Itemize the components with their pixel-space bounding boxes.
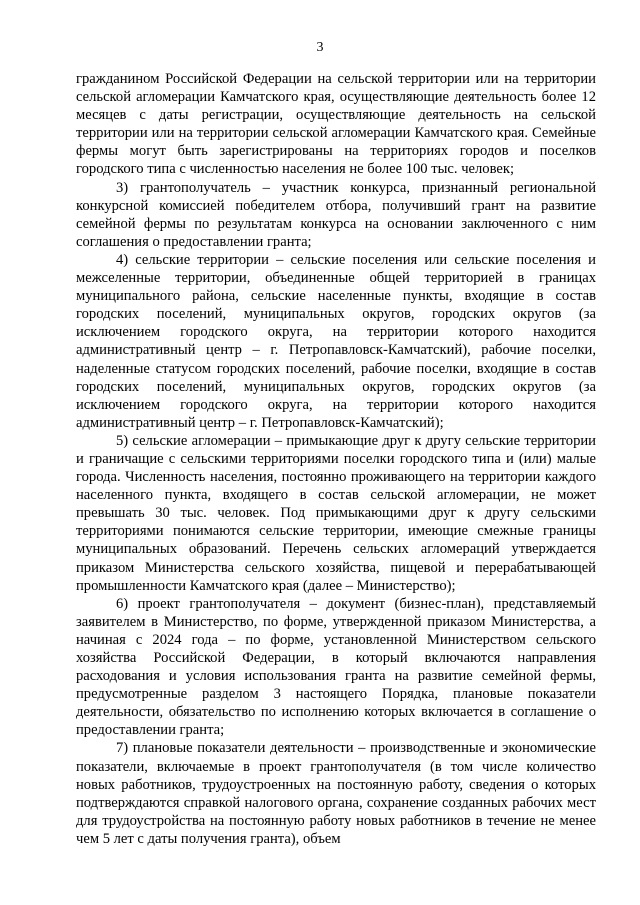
page-number: 3 — [316, 40, 324, 55]
paragraph-continuation: гражданином Российской Федерации на сельской территории или на территории сельской агломерации Камчатского края, осуществляющие деятельность более 12 месяцев с даты регистрации, осуществляющие деятельность на сельской территории или на территории сельской агломерации Камчатского края. Семейные фермы могут быть зарегистрированы на территориях городов и поселков городского типа с численностью населения не более 100 тыс. человек; — [76, 71, 596, 178]
paragraph-item-6: 6) проект грантополучателя – документ (бизнес-план), представляемый заявителем в Министерство, по форме, утвержденной приказом Министерства, а начиная с 2024 года – по форме, установленной Министерством сельского хозяйства Российской Федерации, в который включаются направления расходования и условия использования гранта на развитие семейной фермы, предусмотренные разделом 3 настоящего Порядка, плановые показатели деятельности, обязательство по исполнению которых включается в соглашение о предоставлении гранта; — [76, 595, 596, 739]
paragraph-item-4: 4) сельские территории – сельские поселения или сельские поселения и межселенные территории, объединенные общей территорией в границах муниципального района, сельские населенные пункты, входящие в состав городских поселений, муниципальных округов, городских округов (за исключением городского округа, на территории которого находится административный центр – г. Петропавловск-Камчатский), рабочие поселки, наделенные статусом городских поселений, рабочие поселки, входящие в состав городских поселений, муниципальных округов, городских округов (за исключением городского округа, на территории которого находится административный центр – г. Петропавловск-Камчатский); — [76, 251, 596, 431]
paragraph-item-3: 3) грантополучатель – участник конкурса, признанный региональной конкурсной комиссией победителем отбора, получивший грант на развитие семейной фермы по результатам конкурса на основании заключенного с ним соглашения о предоставлении гранта; — [76, 179, 596, 250]
document-body — [76, 70, 596, 848]
paragraph-item-5: 5) сельские агломерации – примыкающие друг к другу сельские территории и граничащие с сельскими территориями поселки городского типа и (или) малые города. Численность населения, постоянно проживающего на территории каждого населенного пункта, входящего в состав сельской агломерации, не может превышать 30 тыс. человек. Под примыкающими друг к другу сельскими территориями понимаются сельские территории, имеющие смежные границы муниципальных образований. Перечень сельских агломераций утверждается приказом Министерства сельского хозяйства, пищевой и перерабатывающей промышленности Камчатского края (далее – Министерство); — [76, 432, 596, 594]
paragraph-item-7: 7) плановые показатели деятельности – производственные и экономические показатели, включаемые в проект грантополучателя (в том числе количество новых работников, трудоустроенных на постоянную работу, сведения о которых подтверждаются справкой налогового органа, сохранение созданных рабочих мест для трудоустройства на постоянную работу новых работников в течение не менее чем 5 лет с даты получения гранта), объем — [76, 740, 596, 847]
